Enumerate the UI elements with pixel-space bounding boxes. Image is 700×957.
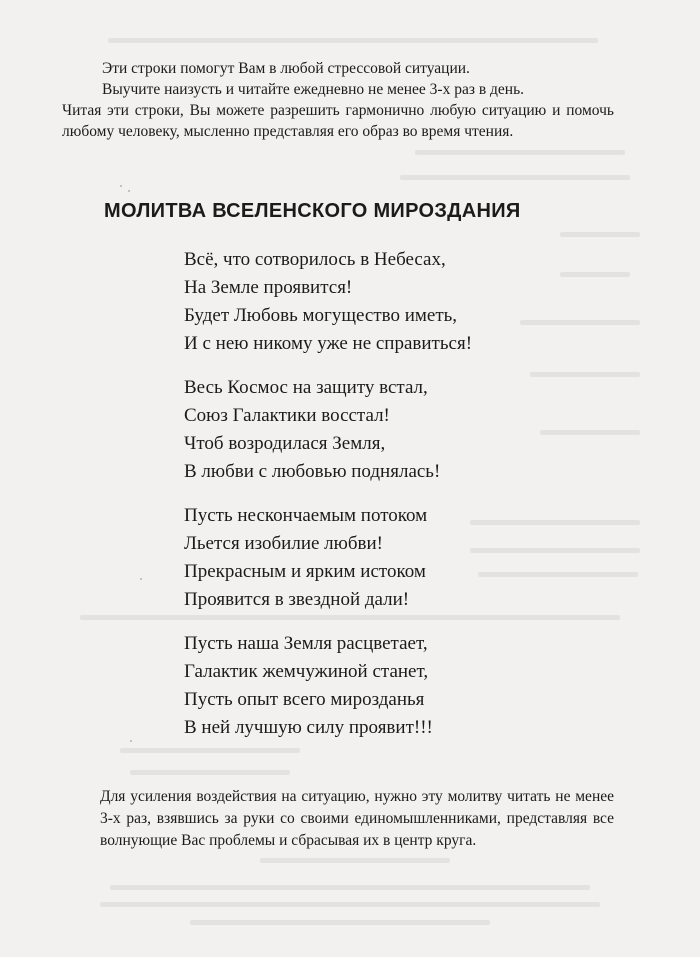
bleed-through — [478, 572, 638, 577]
speck — [120, 185, 122, 187]
bleed-through — [530, 372, 640, 377]
outro-text: Для усиления воздействия на ситуацию, нужно эту молитву читать не менее 3-х раз, взявшись за руки со своими единомышленниками, представляя все волнующие Вас проблемы и сбрасывая их в центр круга. — [100, 788, 614, 849]
intro-line: Читая эти строки, Вы можете разрешить гармонично любую ситуацию и помочь любому человеку, мысленно представляя его образ во время чтения. — [62, 102, 614, 140]
poem-line: Галактик жемчужиной станет, — [184, 661, 429, 682]
outro-paragraph — [100, 786, 614, 852]
stanza — [184, 630, 472, 742]
bleed-through — [540, 430, 640, 435]
poem-line: Пусть опыт всего мирозданья — [184, 689, 425, 710]
poem-line: Чтоб возродилася Земля, — [184, 433, 386, 454]
poem-line: И с нею никому уже не справиться! — [184, 333, 473, 354]
bleed-through — [415, 150, 625, 155]
bleed-through — [470, 520, 640, 525]
bleed-through — [470, 548, 640, 553]
poem-line: Пусть нескончаемым потоком — [184, 505, 428, 526]
stanza — [184, 374, 472, 486]
poem-line: Будет Любовь могущество иметь, — [184, 305, 458, 326]
intro-line: Эти строки помогут Вам в любой стрессовой ситуации. — [102, 60, 470, 77]
speck — [130, 740, 132, 742]
bleed-through — [130, 770, 290, 775]
poem-line: Весь Космос на защиту встал, — [184, 377, 428, 398]
poem-line: Всё, что сотворилось в Небесах, — [184, 249, 446, 270]
intro-paragraph — [62, 58, 614, 142]
bleed-through — [400, 175, 630, 180]
bleed-through — [520, 320, 640, 325]
poem-line: Прекрасным и ярким истоком — [184, 561, 426, 582]
poem-line: Пусть наша Земля расцветает, — [184, 633, 428, 654]
poem — [184, 246, 472, 758]
bleed-through — [110, 885, 590, 890]
poem-line: Льется изобилие любви! — [184, 533, 383, 554]
stanza — [184, 502, 472, 614]
bleed-through — [190, 920, 490, 925]
poem-line: На Земле проявится! — [184, 277, 353, 298]
bleed-through — [560, 232, 640, 237]
poem-line: В любви с любовью поднялась! — [184, 461, 441, 482]
poem-line: В ней лучшую силу проявит!!! — [184, 717, 433, 738]
bleed-through — [560, 272, 630, 277]
poem-line: Союз Галактики восстал! — [184, 405, 390, 426]
poem-line: Проявится в звездной дали! — [184, 589, 410, 610]
stanza — [184, 246, 472, 358]
intro-line: Выучите наизусть и читайте ежедневно не менее 3-х раз в день. — [102, 81, 525, 98]
bleed-through — [108, 38, 598, 43]
bleed-through — [100, 902, 600, 907]
speck — [128, 190, 130, 192]
prayer-title: МОЛИТВА ВСЕЛЕНСКОГО МИРОЗДАНИЯ — [104, 200, 521, 222]
speck — [140, 578, 142, 580]
bleed-through — [260, 858, 450, 863]
